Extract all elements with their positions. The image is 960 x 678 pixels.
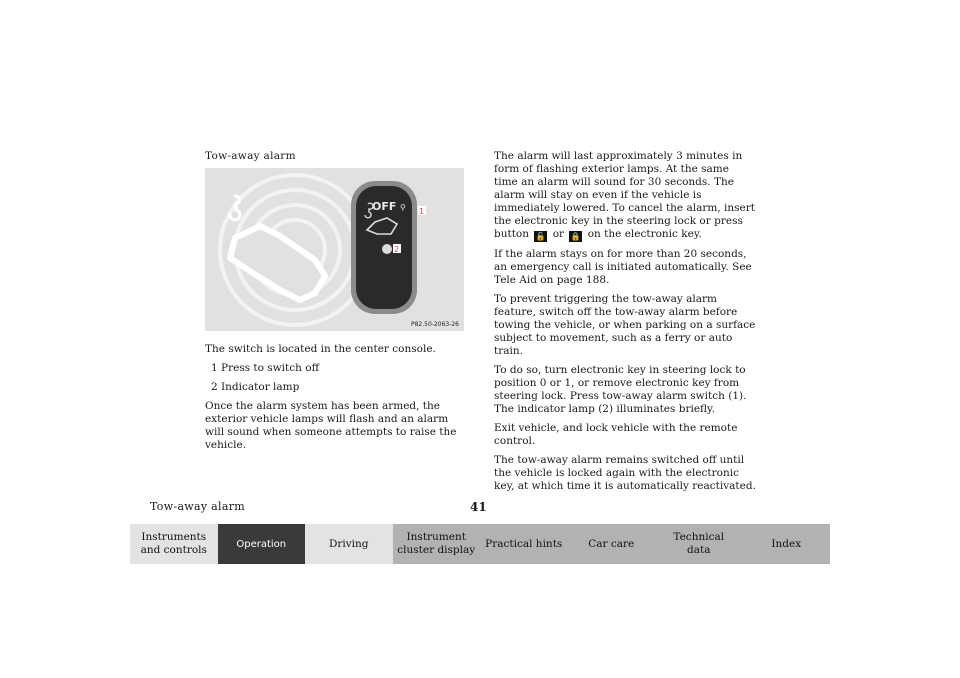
paragraph-6: The tow-away alarm remains switched off until the vehicle is locked again with the electronic key, at which time it is automatically reactivated. — [494, 454, 756, 492]
tab-technical-data[interactable] — [655, 524, 743, 564]
tab-label: Operation — [236, 538, 287, 550]
tow-away-switch-figure — [205, 168, 464, 331]
paragraph-3: To prevent triggering the tow-away alarm feature, switch off the tow-away alarm before towing the vehicle, or when parking on a surface subject to movement, such as a ferry or auto train. — [494, 293, 756, 357]
body-text: Once the alarm system has been armed, the exterior vehicle lamps will flash and an alarm will sound when someone attempts to raise the vehicle. — [205, 400, 457, 451]
tab-car-care[interactable] — [568, 524, 656, 564]
figure-code: P82.50-2063-26 — [410, 321, 459, 328]
paragraph-2: If the alarm stays on for more than 20 seconds, an emergency call is initiated automatically. See Tele Aid on page 188. — [494, 248, 752, 286]
left-column — [205, 150, 465, 458]
lock-icon: 🔒 — [570, 232, 581, 241]
tab-driving[interactable] — [305, 524, 393, 564]
paragraph-5: Exit vehicle, and lock vehicle with the remote control. — [494, 422, 738, 447]
tab-instruments-and-controls[interactable] — [130, 524, 218, 564]
svg-text:⚲: ⚲ — [400, 203, 406, 212]
tab-practical-hints[interactable] — [480, 524, 568, 564]
paragraph-1-or: or — [552, 228, 565, 240]
intro-text: The switch is located in the center console. — [205, 343, 436, 355]
tab-label-line-2: data — [687, 544, 711, 556]
unlock-icon: 🔓 — [535, 232, 546, 241]
indicator-lamp-icon — [382, 244, 392, 254]
list-item: 2 Indicator lamp — [211, 381, 300, 393]
tab-label-line-2: cluster display — [397, 544, 476, 556]
tab-index[interactable] — [743, 524, 831, 564]
section-heading: Tow-away alarm — [205, 150, 296, 162]
paragraph-1-b: on the electronic key. — [587, 228, 702, 240]
tab-instrument-cluster-display[interactable] — [393, 524, 481, 564]
tab-label-line-1: Instrument — [406, 531, 466, 543]
callout-1: 1 — [419, 207, 425, 216]
tab-label: Driving — [328, 537, 369, 550]
paragraph-1-a: The alarm will last approximately 3 minutes in form of flashing exterior lamps. At the same time an alarm will sound for 30 seconds. The alarm will stay on even if the vehicle is immediately lowered. To cancel the alarm, insert the electronic key in the steering lock or press button — [494, 150, 755, 240]
list-item: 1 Press to switch off — [211, 362, 320, 374]
page-number: 41 — [470, 500, 487, 514]
paragraph-4: To do so, turn electronic key in steering lock to position 0 or 1, or remove electronic key from steering lock. Press tow-away alarm switch (1). The indicator lamp (2) illuminates briefly. — [494, 364, 747, 415]
tow-away-switch-illustration — [205, 168, 464, 331]
callout-2: 2 — [394, 245, 400, 254]
tab-label-line-1: Technical — [673, 531, 725, 543]
switch-off-label: OFF — [372, 200, 397, 213]
right-column — [494, 150, 756, 499]
tab-label-line-1: Instruments — [141, 531, 207, 543]
tab-label: Index — [771, 537, 802, 550]
car-silhouette-icon — [230, 226, 325, 300]
tab-label: Car care — [588, 537, 635, 550]
tab-operation[interactable] — [218, 524, 306, 564]
tab-label-line-2: and controls — [140, 544, 207, 556]
paragraph-1 — [494, 150, 756, 242]
tab-label: Practical hints — [485, 537, 563, 550]
footer-section-title: Tow-away alarm — [150, 500, 246, 513]
chapter-navigation — [130, 524, 830, 564]
